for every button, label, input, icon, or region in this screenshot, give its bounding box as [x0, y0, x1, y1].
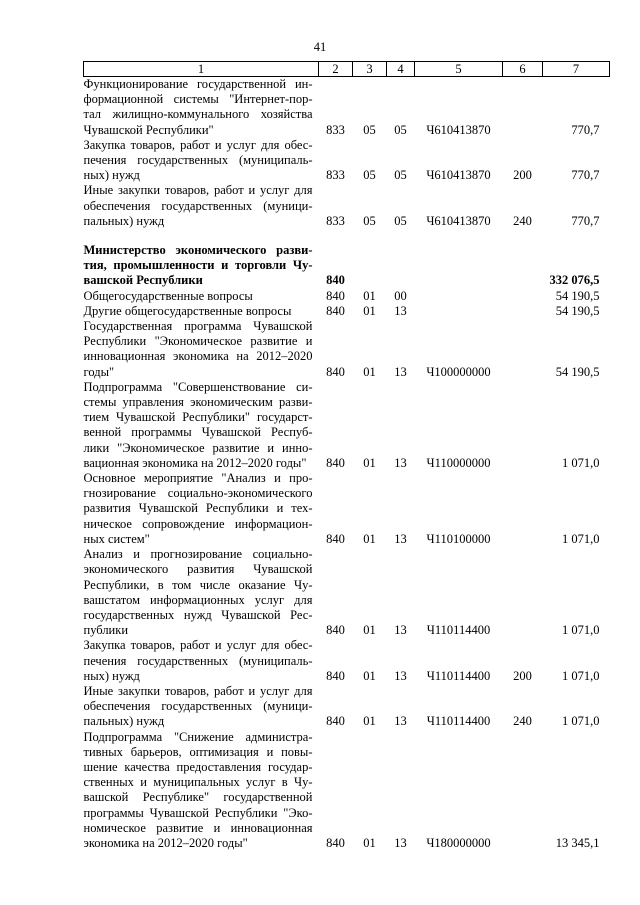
row-name: Закупка товаров, работ и услуг для обес-печения государственных (муниципаль-ных) нужд — [83, 137, 313, 183]
table-body — [84, 77, 610, 852]
row-expense-type: 240 — [513, 213, 532, 228]
row-name: Иные закупки товаров, работ и услуг для обеспечения государственных (муници-пальных) нужд — [83, 683, 313, 729]
row-section: 01 — [363, 835, 376, 850]
row-subsection: 13 — [394, 668, 407, 683]
table-row — [84, 638, 610, 684]
row-subsection: 13 — [394, 623, 407, 638]
row-subsection: 13 — [394, 714, 407, 729]
row-target-code: Ч110000000 — [426, 455, 491, 470]
row-name: Подпрограмма "Совершенствование си-стемы управления экономическим разви-тием Чувашской Республики" государст-венной программы Чувашской Респуб-лики "Экономическое развитие и инно-вационная экономика на 2012–2020 годы" — [83, 379, 313, 470]
row-name: Другие общегосударственные вопросы — [83, 303, 292, 318]
row-target-code — [415, 289, 503, 304]
row-subsection: 13 — [394, 835, 407, 850]
row-ministry-code: 840 — [326, 531, 345, 546]
row-amount: 54 190,5 — [555, 288, 600, 303]
row-target-code: Ч100000000 — [426, 364, 491, 379]
row-amount: 332 076,5 — [549, 273, 600, 288]
row-subsection: 13 — [394, 364, 407, 379]
row-expense-type — [503, 380, 543, 471]
column-header-1: 1 — [84, 62, 319, 77]
spacer-cell — [84, 229, 610, 243]
row-name: Министерство экономического разви-тия, промышленности и торговли Чу-вашской Республики — [83, 243, 313, 288]
table-row — [84, 304, 610, 319]
row-amount: 1 071,0 — [562, 668, 600, 683]
row-subsection: 05 — [394, 122, 407, 137]
column-header-2: 2 — [319, 62, 353, 77]
row-expense-type — [503, 289, 543, 304]
table-row — [84, 730, 610, 852]
row-amount: 13 345,1 — [555, 835, 600, 850]
row-name: Анализ и прогнозирование социально-экономического развития Чувашской Республики, в том числе оказание Чу-вашстатом информационных услуг для государственных нужд Чувашской Рес-публики — [83, 547, 313, 638]
row-ministry-code: 840 — [326, 714, 345, 729]
row-amount: 54 190,5 — [555, 303, 600, 318]
row-expense-type: 200 — [513, 168, 532, 183]
row-target-code: Ч610413870 — [426, 168, 491, 183]
row-amount: 1 071,0 — [562, 531, 600, 546]
row-section: 01 — [363, 455, 376, 470]
row-subsection: 05 — [394, 213, 407, 228]
table-header-row — [84, 62, 610, 77]
row-section: 05 — [363, 168, 376, 183]
row-amount: 770,7 — [571, 168, 600, 183]
row-expense-type — [503, 319, 543, 380]
row-section: 05 — [363, 213, 376, 228]
row-ministry-code: 840 — [326, 273, 345, 288]
row-ministry-code: 840 — [326, 303, 345, 318]
table-row — [84, 77, 610, 138]
table-row — [84, 289, 610, 304]
row-section: 01 — [363, 668, 376, 683]
table-row — [84, 684, 610, 730]
row-target-code: Ч110114400 — [426, 714, 491, 729]
row-subsection — [387, 243, 415, 289]
table-row — [84, 138, 610, 184]
row-ministry-code: 840 — [326, 835, 345, 850]
row-section: 05 — [363, 122, 376, 137]
row-section — [353, 243, 387, 289]
row-ministry-code: 840 — [326, 288, 345, 303]
row-section: 01 — [363, 714, 376, 729]
row-name: Государственная программа Чувашской Республики "Экономическое развитие и инновационная экономика на 2012–2020 годы" — [83, 319, 313, 379]
row-section: 01 — [363, 623, 376, 638]
column-header-5: 5 — [415, 62, 503, 77]
row-section: 01 — [363, 303, 376, 318]
row-section: 01 — [363, 531, 376, 546]
row-target-code: Ч610413870 — [426, 213, 491, 228]
table-row — [84, 380, 610, 471]
row-amount: 770,7 — [571, 213, 600, 228]
row-target-code: Ч110114400 — [426, 668, 491, 683]
row-name: Общегосударственные вопросы — [83, 288, 253, 303]
column-header-6: 6 — [503, 62, 543, 77]
column-header-4: 4 — [387, 62, 415, 77]
column-header-7: 7 — [543, 62, 610, 77]
row-amount: 770,7 — [571, 122, 600, 137]
page-number: 41 — [313, 40, 327, 54]
row-ministry-code: 840 — [326, 668, 345, 683]
row-subsection: 00 — [394, 288, 407, 303]
row-name: Функционирование государственной ин-формационной системы "Интернет-пор-тал жилищно-коммунального хозяйства Чувашской Республики" — [83, 77, 313, 137]
row-target-code: Ч180000000 — [426, 835, 491, 850]
row-expense-type — [503, 77, 543, 138]
table-spacer-row — [84, 229, 610, 243]
row-expense-type — [503, 547, 543, 638]
budget-table-container — [83, 61, 609, 851]
row-section: 01 — [363, 288, 376, 303]
row-name: Подпрограмма "Снижение администра-тивных барьеров, оптимизация и повы-шение качества предоставления государ-ственных и муниципальных услуг в Чу-вашской Республике" государственной программы Чувашской Республики "Эко-номическое развитие и инновационная экономика на 2012–2020 годы" — [83, 729, 313, 850]
row-expense-type — [503, 243, 543, 289]
row-expense-type — [503, 304, 543, 319]
row-target-code — [415, 304, 503, 319]
row-amount: 54 190,5 — [555, 364, 600, 379]
row-name: Закупка товаров, работ и услуг для обес-печения государственных (муниципаль-ных) нужд — [83, 638, 313, 683]
row-name: Основное мероприятие "Анализ и про-гнозирование социально-экономического развития Чувашской Республики и тех-ническое сопровождение информацион-ных систем" — [83, 471, 313, 546]
row-amount: 1 071,0 — [562, 623, 600, 638]
row-target-code: Ч610413870 — [426, 122, 491, 137]
table-row — [84, 183, 610, 229]
row-amount: 1 071,0 — [562, 714, 600, 729]
row-ministry-code: 833 — [326, 168, 345, 183]
table-row — [84, 319, 610, 380]
row-subsection: 13 — [394, 303, 407, 318]
row-subsection: 05 — [394, 168, 407, 183]
row-ministry-code: 833 — [326, 213, 345, 228]
row-expense-type: 200 — [513, 668, 532, 683]
row-subsection: 13 — [394, 455, 407, 470]
row-ministry-code: 840 — [326, 455, 345, 470]
budget-table — [83, 61, 610, 851]
row-subsection: 13 — [394, 531, 407, 546]
row-expense-type — [503, 471, 543, 547]
row-ministry-code: 833 — [326, 122, 345, 137]
row-ministry-code: 840 — [326, 623, 345, 638]
row-expense-type — [503, 730, 543, 852]
row-section: 01 — [363, 364, 376, 379]
row-target-code — [415, 243, 503, 289]
column-header-3: 3 — [353, 62, 387, 77]
row-ministry-code: 840 — [326, 364, 345, 379]
row-target-code: Ч110114400 — [426, 623, 491, 638]
row-amount: 1 071,0 — [562, 455, 600, 470]
table-row-ministry-total — [84, 243, 610, 289]
table-row — [84, 471, 610, 547]
table-row — [84, 547, 610, 638]
row-target-code: Ч110100000 — [426, 531, 491, 546]
row-expense-type: 240 — [513, 714, 532, 729]
row-name: Иные закупки товаров, работ и услуг для обеспечения государственных (муници-пальных) нужд — [83, 183, 313, 228]
